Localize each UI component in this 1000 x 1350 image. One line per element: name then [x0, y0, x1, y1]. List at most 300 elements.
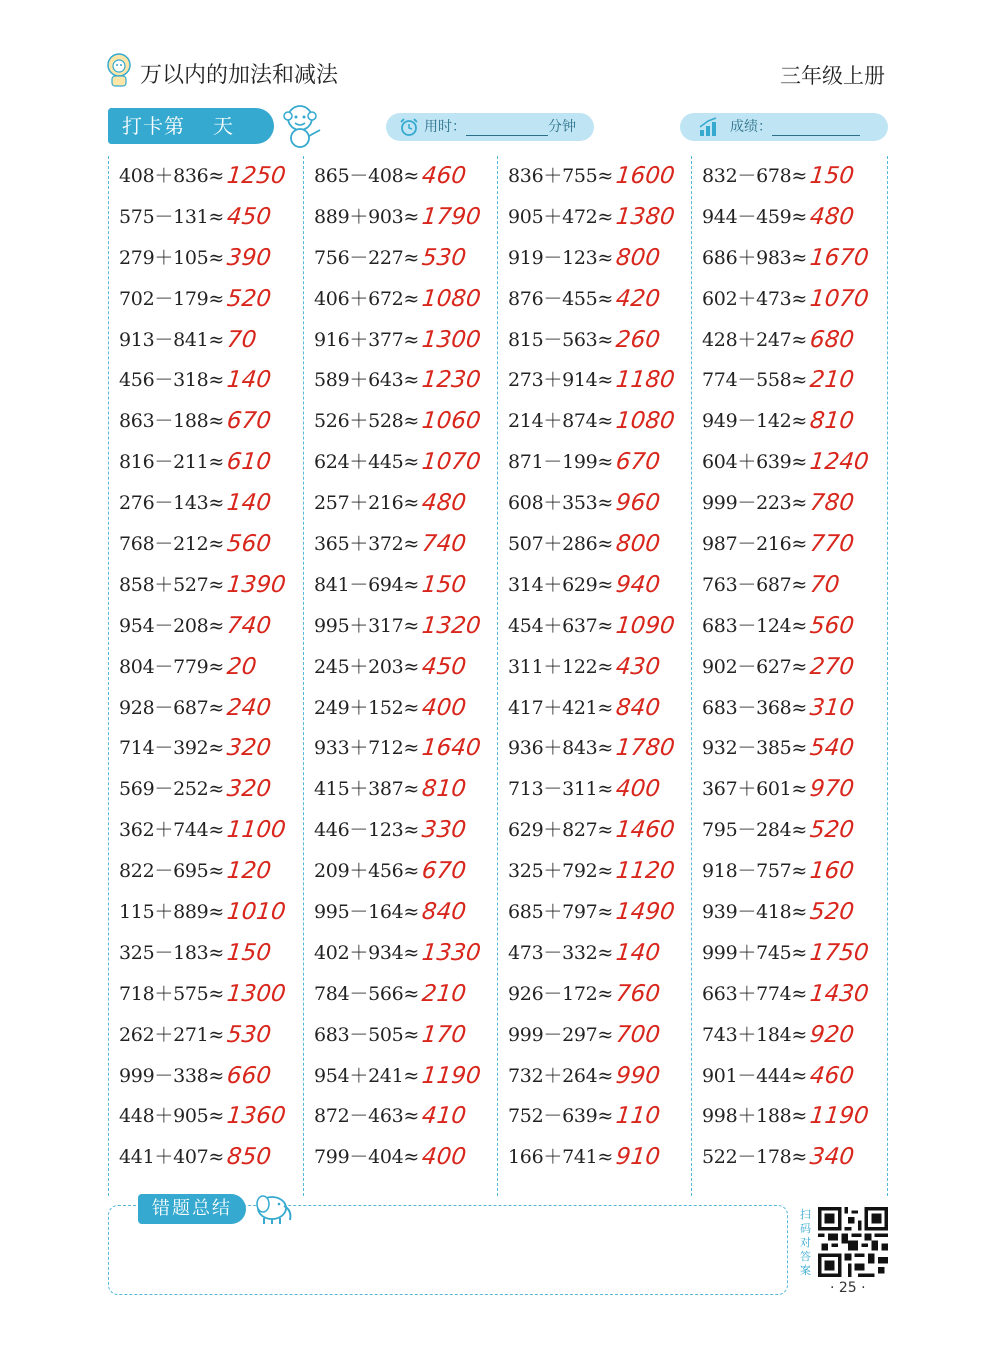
- exercise-expression: 804－779≈: [119, 655, 225, 678]
- handwritten-answer[interactable]: 1790: [420, 203, 482, 230]
- exercise-row: [109, 688, 303, 729]
- exercise-expression: 257＋216≈: [314, 492, 420, 515]
- exercise-row: [304, 892, 497, 933]
- exercise-expression: 408＋836≈: [119, 165, 225, 187]
- exercise-expression: 768－212≈: [119, 533, 225, 556]
- exercise-column-4: [691, 156, 886, 1196]
- exercise-row: [692, 442, 886, 483]
- exercise-row: [692, 1056, 886, 1097]
- handwritten-answer[interactable]: 1300: [225, 980, 287, 1007]
- handwritten-answer[interactable]: 1180: [614, 367, 676, 394]
- exercise-expression: 273＋914≈: [508, 369, 614, 392]
- handwritten-answer[interactable]: 460: [808, 1062, 856, 1089]
- exercise-row: [304, 1137, 497, 1178]
- handwritten-answer[interactable]: 420: [614, 285, 662, 312]
- exercise-row: [498, 565, 691, 606]
- monkey-mascot-icon: [276, 100, 326, 150]
- exercise-row: [304, 442, 497, 483]
- exercise-expression: 608＋353≈: [508, 492, 614, 515]
- handwritten-answer[interactable]: 1090: [614, 612, 676, 639]
- handwritten-answer[interactable]: 1380: [614, 203, 676, 230]
- exercise-expression: 841－694≈: [314, 573, 420, 596]
- handwritten-answer[interactable]: 1780: [614, 735, 676, 762]
- exercise-expression: 115＋889≈: [119, 901, 225, 924]
- handwritten-answer[interactable]: 850: [225, 1144, 273, 1171]
- exercise-row: [109, 892, 303, 933]
- exercise-row: [692, 810, 886, 851]
- exercise-row: [692, 688, 886, 729]
- exercise-row: [109, 320, 303, 361]
- exercise-expression: 683－368≈: [702, 696, 808, 719]
- handwritten-answer[interactable]: 310: [808, 694, 856, 721]
- exercise-row: [692, 647, 886, 688]
- handwritten-answer[interactable]: 940: [614, 571, 662, 598]
- handwritten-answer[interactable]: 330: [420, 817, 468, 844]
- exercise-row: [692, 769, 886, 810]
- handwritten-answer[interactable]: 660: [225, 1062, 273, 1089]
- handwritten-answer[interactable]: 1240: [808, 449, 870, 476]
- exercise-expression: 209＋456≈: [314, 860, 420, 883]
- handwritten-answer[interactable]: 1230: [420, 367, 482, 394]
- exercise-row: [498, 238, 691, 279]
- page-title: 万以内的加法和减法: [140, 63, 339, 88]
- exercise-expression: 311＋122≈: [508, 655, 614, 678]
- exercise-expression: 795－284≈: [702, 819, 808, 842]
- exercise-expression: 507＋286≈: [508, 533, 614, 556]
- exercise-expression: 816－211≈: [119, 451, 225, 474]
- exercise-row: [109, 197, 303, 238]
- exercise-row: [304, 279, 497, 320]
- exercise-row: [692, 1096, 886, 1137]
- exercise-row: [304, 974, 497, 1015]
- handwritten-answer[interactable]: 210: [808, 367, 856, 394]
- exercise-grid: [108, 156, 888, 1196]
- exercise-expression: 702－179≈: [119, 287, 225, 310]
- exercise-row: [692, 401, 886, 442]
- exercise-expression: 932－385≈: [702, 737, 808, 760]
- exercise-column-1: [109, 156, 303, 1196]
- handwritten-answer[interactable]: 1010: [225, 899, 287, 926]
- handwritten-answer[interactable]: 1190: [808, 1103, 870, 1130]
- exercise-expression: 865－408≈: [314, 165, 420, 187]
- exercise-row: [304, 1056, 497, 1097]
- exercise-row: [498, 728, 691, 769]
- handwritten-answer[interactable]: 840: [614, 694, 662, 721]
- exercise-row: [498, 1137, 691, 1178]
- handwritten-answer[interactable]: 520: [225, 285, 273, 312]
- handwritten-answer[interactable]: 320: [225, 776, 273, 803]
- exercise-row: [498, 769, 691, 810]
- handwritten-answer[interactable]: 260: [614, 326, 662, 353]
- handwritten-answer[interactable]: 270: [808, 653, 856, 680]
- exercise-row: [498, 401, 691, 442]
- exercise-row: [692, 933, 886, 974]
- handwritten-answer[interactable]: 990: [614, 1062, 662, 1089]
- exercise-row: [109, 1137, 303, 1178]
- handwritten-answer[interactable]: 520: [808, 899, 856, 926]
- exercise-row: [109, 647, 303, 688]
- handwritten-answer[interactable]: 920: [808, 1021, 856, 1048]
- handwritten-answer[interactable]: 1490: [614, 899, 676, 926]
- exercise-row: [304, 647, 497, 688]
- exercise-row: [109, 401, 303, 442]
- handwritten-answer[interactable]: 400: [420, 1144, 468, 1171]
- exercise-row: [109, 933, 303, 974]
- exercise-row: [109, 442, 303, 483]
- exercise-row: [498, 279, 691, 320]
- handwritten-answer[interactable]: 700: [614, 1021, 662, 1048]
- handwritten-answer[interactable]: 680: [808, 326, 856, 353]
- exercise-row: [109, 1096, 303, 1137]
- handwritten-answer[interactable]: 1080: [420, 285, 482, 312]
- handwritten-answer[interactable]: 400: [614, 776, 662, 803]
- elephant-mascot-icon: [250, 1188, 296, 1226]
- handwritten-answer[interactable]: 810: [420, 776, 468, 803]
- exercise-expression: 262＋271≈: [119, 1023, 225, 1046]
- exercise-expression: 913－841≈: [119, 328, 225, 351]
- exercise-row: [498, 442, 691, 483]
- exercise-row: [304, 810, 497, 851]
- exercise-row: [692, 524, 886, 565]
- checkin-day-tab: [108, 108, 274, 144]
- exercise-row: [498, 360, 691, 401]
- exercise-expression: 417＋421≈: [508, 696, 614, 719]
- exercise-expression: 522－178≈: [702, 1146, 808, 1169]
- exercise-expression: 456－318≈: [119, 369, 225, 392]
- exercise-expression: 995－164≈: [314, 901, 420, 924]
- exercise-row: [109, 238, 303, 279]
- exercise-expression: 245＋203≈: [314, 655, 420, 678]
- exercise-expression: 919－123≈: [508, 246, 614, 269]
- exercise-row: [498, 974, 691, 1015]
- exercise-row: [109, 524, 303, 565]
- exercise-expression: 686＋983≈: [702, 246, 808, 269]
- exercise-expression: 995＋317≈: [314, 614, 420, 637]
- exercise-row: [498, 892, 691, 933]
- exercise-expression: 166＋741≈: [508, 1146, 614, 1169]
- exercise-expression: 916＋377≈: [314, 328, 420, 351]
- handwritten-answer[interactable]: 1250: [225, 163, 287, 189]
- exercise-expression: 876－455≈: [508, 287, 614, 310]
- exercise-expression: 362＋744≈: [119, 819, 225, 842]
- exercise-row: [304, 1096, 497, 1137]
- handwritten-answer[interactable]: 1360: [225, 1103, 287, 1130]
- exercise-expression: 832－678≈: [702, 165, 808, 187]
- exercise-row: [692, 892, 886, 933]
- exercise-expression: 836＋755≈: [508, 165, 614, 187]
- exercise-row: [498, 524, 691, 565]
- exercise-row: [304, 156, 497, 197]
- lion-logo-icon: [104, 52, 134, 88]
- exercise-row: [498, 1096, 691, 1137]
- handwritten-answer[interactable]: 1070: [808, 285, 870, 312]
- exercise-column-2: [303, 156, 497, 1196]
- exercise-expression: 999＋745≈: [702, 941, 808, 964]
- exercise-row: [692, 197, 886, 238]
- exercise-row: [304, 851, 497, 892]
- exercise-expression: 402＋934≈: [314, 941, 420, 964]
- exercise-row: [692, 974, 886, 1015]
- exercise-expression: 928－687≈: [119, 696, 225, 719]
- handwritten-answer[interactable]: 540: [808, 735, 856, 762]
- handwritten-answer[interactable]: 960: [614, 490, 662, 517]
- exercise-expression: 718＋575≈: [119, 982, 225, 1005]
- score-blank[interactable]: [772, 119, 860, 136]
- exercise-expression: 872－463≈: [314, 1105, 420, 1128]
- handwritten-answer[interactable]: 1600: [614, 163, 676, 189]
- handwritten-answer[interactable]: 1330: [420, 939, 482, 966]
- handwritten-answer[interactable]: 1640: [420, 735, 482, 762]
- exercise-row: [692, 279, 886, 320]
- handwritten-answer[interactable]: 670: [614, 449, 662, 476]
- exercise-expression: 815－563≈: [508, 328, 614, 351]
- handwritten-answer[interactable]: 70: [808, 571, 841, 598]
- exercise-row: [692, 728, 886, 769]
- exercise-row: [304, 238, 497, 279]
- exercise-row: [304, 320, 497, 361]
- exercise-expression: 999－223≈: [702, 492, 808, 515]
- handwritten-answer[interactable]: 1390: [225, 571, 287, 598]
- handwritten-answer[interactable]: 1300: [420, 326, 482, 353]
- exercise-expression: 871－199≈: [508, 451, 614, 474]
- exercise-row: [498, 933, 691, 974]
- score-label: 成绩：: [730, 119, 772, 135]
- handwritten-answer[interactable]: 670: [225, 408, 273, 435]
- handwritten-answer[interactable]: 1460: [614, 817, 676, 844]
- exercise-expression: 575－131≈: [119, 205, 225, 228]
- handwritten-answer[interactable]: 170: [420, 1021, 468, 1048]
- exercise-row: [692, 1137, 886, 1178]
- exercise-row: [109, 851, 303, 892]
- handwritten-answer[interactable]: 1430: [808, 980, 870, 1007]
- exercise-row: [692, 565, 886, 606]
- growth-chart-icon: [698, 117, 720, 137]
- handwritten-answer[interactable]: 400: [420, 694, 468, 721]
- mistake-summary-label: 错题总结: [138, 1194, 246, 1224]
- exercise-expression: 415＋387≈: [314, 778, 420, 801]
- exercise-expression: 325＋792≈: [508, 860, 614, 883]
- exercise-expression: 526＋528≈: [314, 410, 420, 433]
- exercise-row: [498, 1015, 691, 1056]
- handwritten-answer[interactable]: 1120: [614, 858, 676, 885]
- day-label-prefix: 打卡第: [122, 114, 185, 138]
- exercise-expression: 214＋874≈: [508, 410, 614, 433]
- exercise-row: [109, 279, 303, 320]
- handwritten-answer[interactable]: 560: [225, 531, 273, 558]
- scan-answers-label: 扫码对答案: [800, 1208, 811, 1277]
- exercise-row: [692, 1015, 886, 1056]
- handwritten-answer[interactable]: 150: [225, 939, 273, 966]
- exercise-row: [498, 606, 691, 647]
- day-label-suffix: 天: [213, 114, 234, 138]
- handwritten-answer[interactable]: 1670: [808, 244, 870, 271]
- exercise-expression: 926－172≈: [508, 982, 614, 1005]
- handwritten-answer[interactable]: 1070: [420, 449, 482, 476]
- exercise-expression: 954－208≈: [119, 614, 225, 637]
- handwritten-answer[interactable]: 910: [614, 1144, 662, 1171]
- alarm-clock-icon: [398, 117, 420, 137]
- exercise-expression: 569－252≈: [119, 778, 225, 801]
- handwritten-answer[interactable]: 840: [420, 899, 468, 926]
- time-unit: 分钟: [548, 119, 576, 135]
- exercise-expression: 999－297≈: [508, 1023, 614, 1046]
- exercise-expression: 663＋774≈: [702, 982, 808, 1005]
- exercise-expression: 624＋445≈: [314, 451, 420, 474]
- exercise-expression: 732＋264≈: [508, 1064, 614, 1087]
- exercise-column-3: [497, 156, 691, 1196]
- handwritten-answer[interactable]: 800: [614, 531, 662, 558]
- exercise-expression: 713－311≈: [508, 778, 614, 801]
- handwritten-answer[interactable]: 320: [225, 735, 273, 762]
- exercise-row: [304, 401, 497, 442]
- exercise-row: [498, 483, 691, 524]
- handwritten-answer[interactable]: 1750: [808, 939, 870, 966]
- handwritten-answer[interactable]: 430: [614, 653, 662, 680]
- handwritten-answer[interactable]: 140: [225, 490, 273, 517]
- handwritten-answer[interactable]: 670: [420, 858, 468, 885]
- exercise-row: [109, 974, 303, 1015]
- exercise-row: [692, 238, 886, 279]
- handwritten-answer[interactable]: 810: [808, 408, 856, 435]
- exercise-row: [498, 810, 691, 851]
- exercise-row: [304, 360, 497, 401]
- exercise-row: [304, 524, 497, 565]
- exercise-expression: 752－639≈: [508, 1105, 614, 1128]
- handwritten-answer[interactable]: 390: [225, 244, 273, 271]
- exercise-row: [692, 360, 886, 401]
- exercise-row: [109, 1015, 303, 1056]
- exercise-row: [498, 156, 691, 197]
- exercise-expression: 714－392≈: [119, 737, 225, 760]
- handwritten-answer[interactable]: 410: [420, 1103, 468, 1130]
- exercise-row: [304, 1015, 497, 1056]
- exercise-expression: 473－332≈: [508, 941, 614, 964]
- handwritten-answer[interactable]: 140: [614, 939, 662, 966]
- exercise-expression: 249＋152≈: [314, 696, 420, 719]
- exercise-row: [498, 1056, 691, 1097]
- grade-label: 三年级上册: [780, 64, 885, 88]
- exercise-expression: 902－627≈: [702, 655, 808, 678]
- handwritten-answer[interactable]: 740: [225, 612, 273, 639]
- exercise-row: [109, 769, 303, 810]
- exercise-expression: 999－338≈: [119, 1064, 225, 1087]
- exercise-row: [304, 483, 497, 524]
- handwritten-answer[interactable]: 1060: [420, 408, 482, 435]
- handwritten-answer[interactable]: 460: [420, 163, 468, 189]
- exercise-expression: 325－183≈: [119, 941, 225, 964]
- handwritten-answer[interactable]: 480: [808, 203, 856, 230]
- exercise-row: [692, 851, 886, 892]
- exercise-row: [304, 688, 497, 729]
- handwritten-answer[interactable]: 150: [420, 571, 468, 598]
- exercise-row: [498, 851, 691, 892]
- score-field[interactable]: [680, 113, 888, 141]
- handwritten-answer[interactable]: 450: [225, 203, 273, 230]
- exercise-expression: 604＋639≈: [702, 451, 808, 474]
- exercise-row: [109, 810, 303, 851]
- handwritten-answer[interactable]: 140: [225, 367, 273, 394]
- exercise-expression: 822－695≈: [119, 860, 225, 883]
- handwritten-answer[interactable]: 560: [808, 612, 856, 639]
- handwritten-answer[interactable]: 120: [225, 858, 273, 885]
- exercise-row: [498, 197, 691, 238]
- exercise-expression: 939－418≈: [702, 901, 808, 924]
- exercise-row: [692, 606, 886, 647]
- handwritten-answer[interactable]: 530: [225, 1021, 273, 1048]
- handwritten-answer[interactable]: 760: [614, 980, 662, 1007]
- exercise-expression: 905＋472≈: [508, 205, 614, 228]
- exercise-expression: 933＋712≈: [314, 737, 420, 760]
- exercise-expression: 889＋903≈: [314, 205, 420, 228]
- exercise-row: [304, 933, 497, 974]
- exercise-expression: 602＋473≈: [702, 287, 808, 310]
- exercise-expression: 589＋643≈: [314, 369, 420, 392]
- time-field[interactable]: [386, 113, 594, 141]
- exercise-row: [109, 728, 303, 769]
- handwritten-answer[interactable]: 740: [420, 531, 468, 558]
- exercise-row: [109, 606, 303, 647]
- handwritten-answer[interactable]: 800: [614, 244, 662, 271]
- exercise-row: [109, 156, 303, 197]
- exercise-row: [304, 769, 497, 810]
- handwritten-answer[interactable]: 1100: [225, 817, 287, 844]
- exercise-row: [498, 688, 691, 729]
- handwritten-answer[interactable]: 780: [808, 490, 856, 517]
- exercise-expression: 987－216≈: [702, 533, 808, 556]
- exercise-expression: 998＋188≈: [702, 1105, 808, 1128]
- exercise-expression: 454＋637≈: [508, 614, 614, 637]
- handwritten-answer[interactable]: 610: [225, 449, 273, 476]
- handwritten-answer[interactable]: 210: [420, 980, 468, 1007]
- handwritten-answer[interactable]: 770: [808, 531, 856, 558]
- handwritten-answer[interactable]: 340: [808, 1144, 856, 1171]
- handwritten-answer[interactable]: 160: [808, 858, 856, 885]
- exercise-expression: 685＋797≈: [508, 901, 614, 924]
- handwritten-answer[interactable]: 110: [614, 1103, 662, 1130]
- handwritten-answer[interactable]: 520: [808, 817, 856, 844]
- time-label: 用时：: [424, 119, 466, 135]
- handwritten-answer[interactable]: 970: [808, 776, 856, 803]
- exercise-expression: 863－188≈: [119, 410, 225, 433]
- exercise-expression: 949－142≈: [702, 410, 808, 433]
- handwritten-answer[interactable]: 240: [225, 694, 273, 721]
- handwritten-answer[interactable]: 530: [420, 244, 468, 271]
- exercise-expression: 784－566≈: [314, 982, 420, 1005]
- exercise-row: [498, 320, 691, 361]
- handwritten-answer[interactable]: 1320: [420, 612, 482, 639]
- handwritten-answer[interactable]: 20: [225, 653, 258, 680]
- handwritten-answer[interactable]: 450: [420, 653, 468, 680]
- exercise-expression: 774－558≈: [702, 369, 808, 392]
- handwritten-answer[interactable]: 1080: [614, 408, 676, 435]
- qr-code-icon[interactable]: [818, 1207, 888, 1277]
- time-blank[interactable]: [466, 119, 548, 136]
- exercise-expression: 944－459≈: [702, 205, 808, 228]
- exercise-expression: 629＋827≈: [508, 819, 614, 842]
- handwritten-answer[interactable]: 1190: [420, 1062, 482, 1089]
- exercise-expression: 446－123≈: [314, 819, 420, 842]
- handwritten-answer[interactable]: 480: [420, 490, 468, 517]
- exercise-expression: 954＋241≈: [314, 1064, 420, 1087]
- handwritten-answer[interactable]: 150: [808, 163, 856, 189]
- handwritten-answer[interactable]: 70: [225, 326, 258, 353]
- exercise-expression: 279＋105≈: [119, 246, 225, 269]
- exercise-expression: 858＋527≈: [119, 573, 225, 596]
- exercise-row: [692, 320, 886, 361]
- exercise-expression: 367＋601≈: [702, 778, 808, 801]
- exercise-row: [304, 606, 497, 647]
- exercise-expression: 314＋629≈: [508, 573, 614, 596]
